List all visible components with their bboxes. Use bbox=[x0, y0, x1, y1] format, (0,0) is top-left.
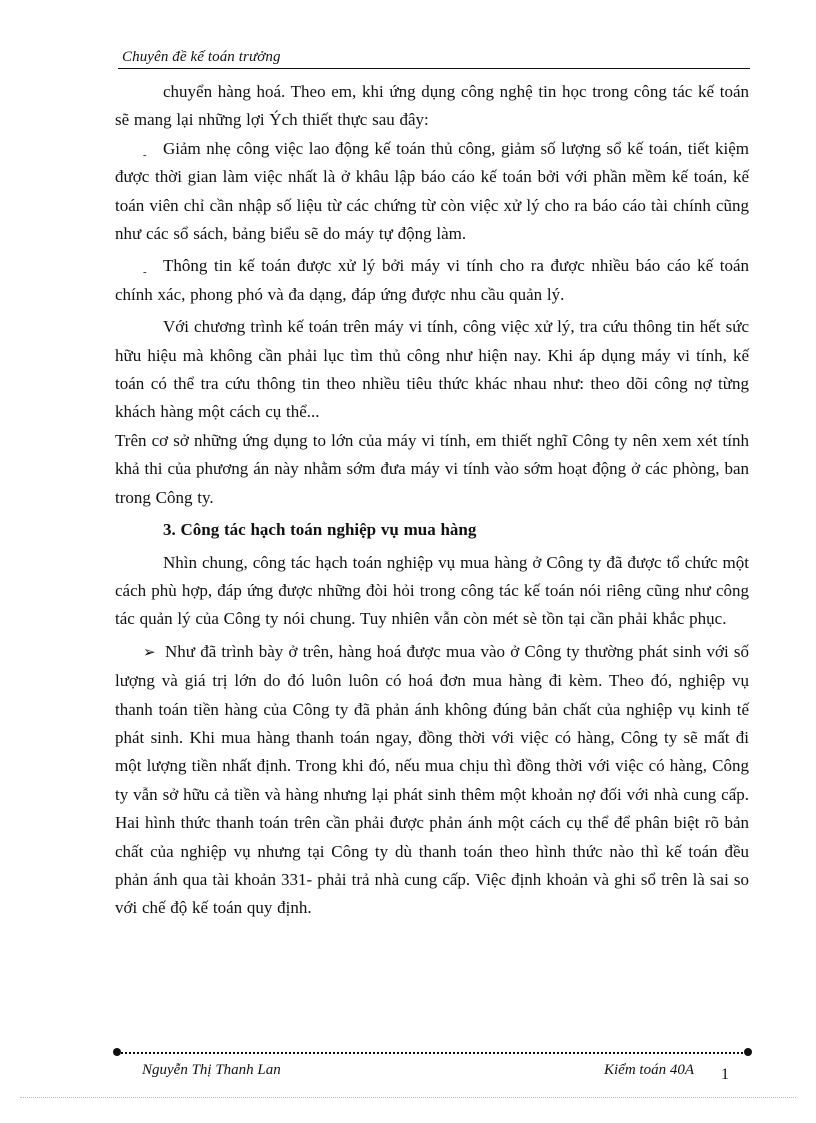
footer-right-dot-icon bbox=[744, 1048, 752, 1056]
arrow-bullet-icon: ➢ bbox=[143, 644, 156, 661]
dash-bullet-icon: - bbox=[143, 148, 147, 161]
footer-divider bbox=[117, 1052, 747, 1054]
dash-bullet-icon: - bbox=[143, 266, 147, 279]
paragraph-2: Với chương trình kế toán trên máy vi tính, công việc xử lý, tra cứu thông tin hết sức hữu hiệu mà không cần phải lục tìm thủ công như hiện nay. Khi áp dụng máy vi tính, kế toán có thể tra cứu thông tin theo nhiều tiêu thức khác nhau như: theo dõi công nợ từng khách hàng một cách cụ thể... bbox=[115, 317, 749, 422]
bullet-item-2 bbox=[115, 252, 749, 309]
page-header bbox=[118, 48, 750, 69]
page-number: 1 bbox=[721, 1066, 729, 1083]
paragraph-3: Trên cơ sở những ứng dụng to lớn của máy vi tính, em thiết nghĩ Công ty nên xem xét tính khả thi của phương án này nhằm sớm đưa máy vi tính vào sớm hoạt động ở các phòng, ban trong Công ty. bbox=[115, 430, 749, 507]
header-title: Chuyên đề kế toán trưởng bbox=[122, 49, 281, 65]
section-heading: 3. Công tác hạch toán nghiệp vụ mua hàng bbox=[163, 520, 477, 540]
paragraph-4: Nhìn chung, công tác hạch toán nghiệp vụ mua hàng ở Công ty đã được tổ chức một cách phù hợp, đáp ứng được những đòi hỏi trong công tác kế toán nói riêng cũng như công tác quản lý của Công ty nói chung. Tuy nhiên vẫn còn mét sè tồn tại cần phải khắc phục. bbox=[115, 552, 749, 629]
body-content bbox=[115, 78, 749, 923]
bottom-divider bbox=[20, 1097, 796, 1098]
paragraph-1: chuyển hàng hoá. Theo em, khi ứng dụng công nghệ tin học trong công tác kế toán sẽ mang lại những lợi Ých thiết thực sau đây: bbox=[115, 82, 749, 130]
arrow-paragraph-text: Như đã trình bày ở trên, hàng hoá được mua vào ở Công ty thường phát sinh với số lượng và giá trị lớn do đó luôn luôn có hoá đơn mua hàng đi kèm. Theo đó, nghiệp vụ thanh toán tiền hàng của Công ty đã phản ánh không đúng bản chất của nghiệp vụ kinh tế phát sinh. Khi mua hàng thanh toán ngay, đồng thời với việc có hàng, Công ty sẽ mất đi một lượng tiền nhất định. Trong khi đó, nếu mua chịu thì đồng thời với việc có hàng, Công ty vẫn sở hữu cả tiền và hàng nhưng lại phát sinh thêm một khoản nợ đối với nhà cung cấp. Hai hình thức thanh toán trên cần phải được phản ánh một cách cụ thể để phân biệt rõ bản chất của nghiệp vụ nhưng tại Công ty dù thanh toán theo hình thức nào thì kế toán đều phản ánh qua tài khoản 331- phải trả nhà cung cấp. Việc định khoản và ghi sổ trên là sai so với chế độ kế toán quy định. bbox=[115, 641, 749, 918]
bullet-item-2-text: Thông tin kế toán được xử lý bởi máy vi tính cho ra được nhiều báo cáo kế toán chính xác, phong phó và đa dạng, đáp ứng được nhu cầu quản lý. bbox=[115, 256, 749, 304]
bullet-item-1-text: Giảm nhẹ công việc lao động kế toán thủ công, giảm số lượng sổ kế toán, tiết kiệm được thời gian làm việc nhất là ở khâu lập báo cáo kế toán bởi với phần mềm kế toán, kế toán viên chỉ cần nhập số liệu từ các chứng từ còn việc xử lý cho ra báo cáo tài chính cũng như các sổ sách, bảng biểu sẽ do máy tự động làm. bbox=[115, 138, 749, 244]
footer-class-name: Kiểm toán 40A bbox=[604, 1062, 694, 1078]
bullet-item-1 bbox=[115, 135, 749, 249]
footer-author: Nguyễn Thị Thanh Lan bbox=[142, 1062, 281, 1078]
arrow-paragraph bbox=[115, 638, 749, 923]
